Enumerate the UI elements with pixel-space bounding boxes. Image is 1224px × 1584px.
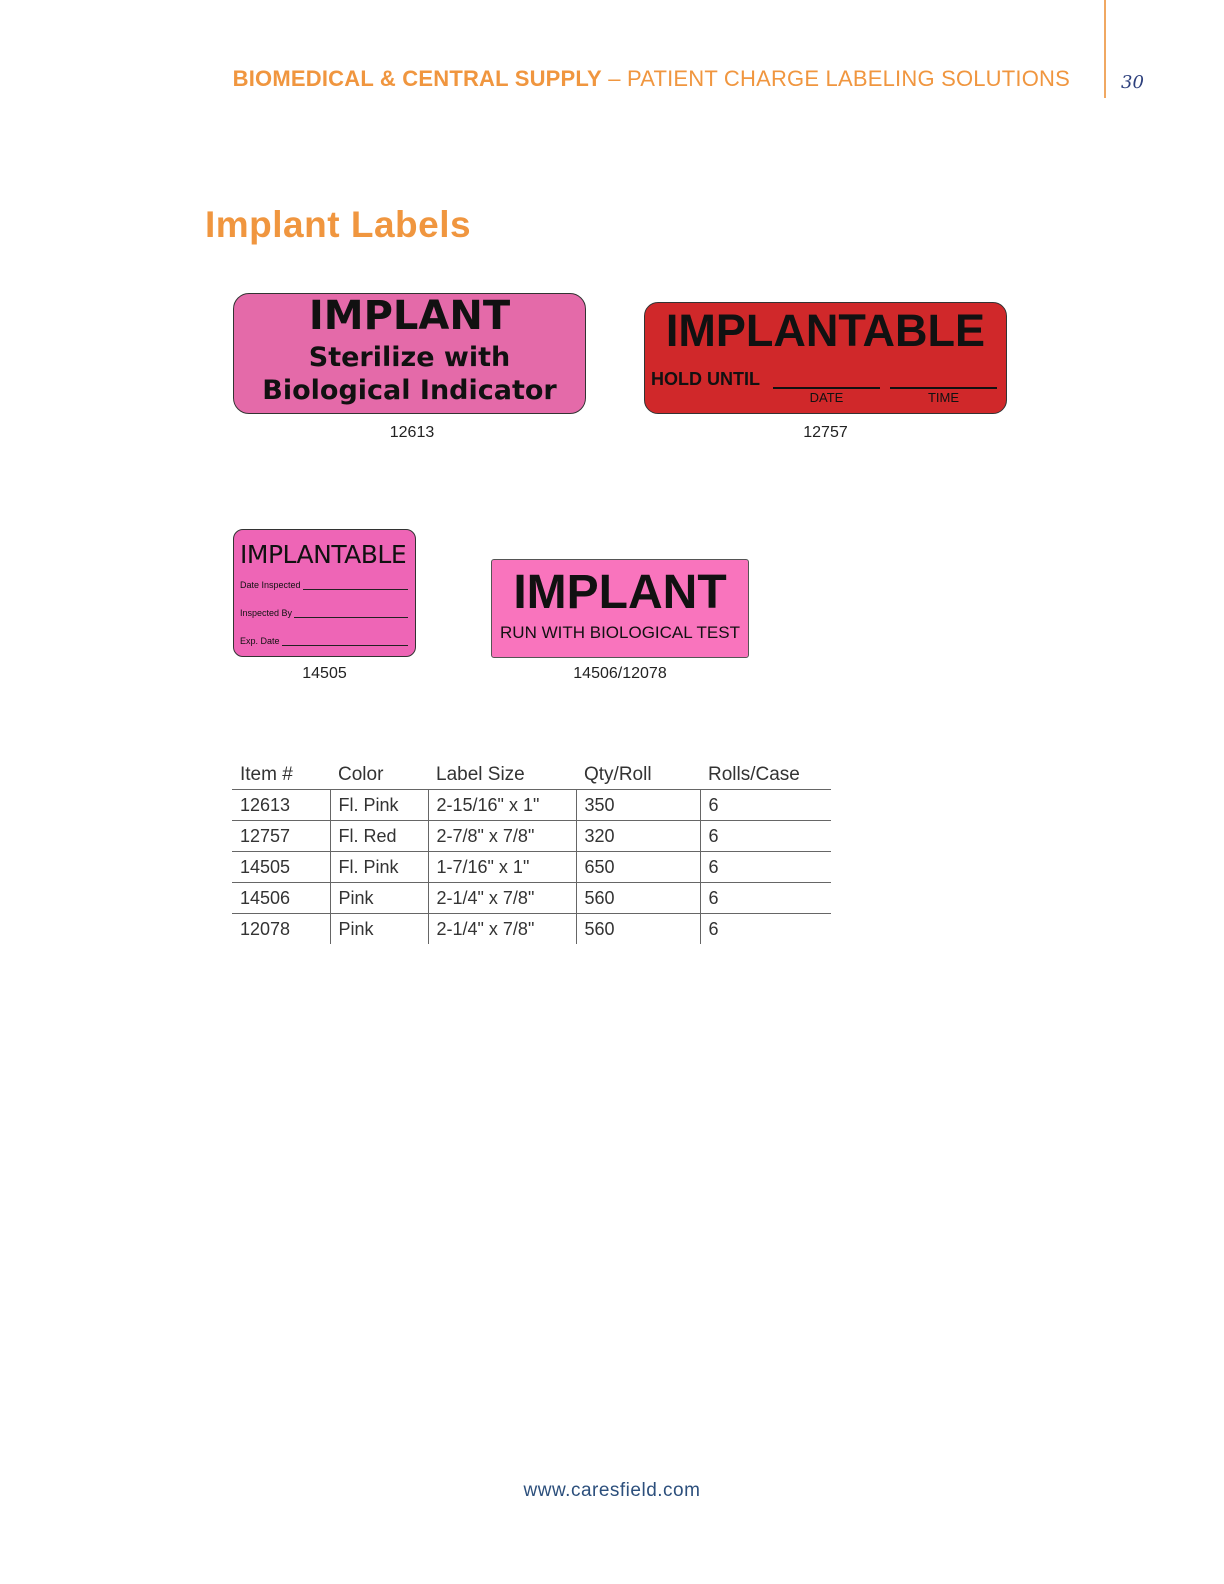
label-14505-row-text: Exp. Date — [240, 636, 280, 646]
table-cell: 6 — [700, 883, 831, 914]
label-14505-image — [233, 529, 416, 657]
table-cell: 1-7/16" x 1" — [428, 852, 576, 883]
table-cell: 14505 — [232, 852, 330, 883]
label-12613-image — [233, 293, 586, 414]
label-12757-date-line — [773, 387, 880, 389]
label-12757-time-caption: TIME — [927, 390, 960, 405]
table-cell: 350 — [576, 790, 700, 821]
fill-in-line — [303, 580, 408, 590]
table-cell: Fl. Pink — [330, 852, 428, 883]
label-12757-line2: HOLD UNTIL — [651, 369, 760, 389]
col-header-label-size: Label Size — [428, 762, 576, 790]
label-14506-caption: 14506/12078 — [573, 665, 667, 682]
label-12613-line3: Biological Indicator — [262, 375, 557, 406]
header-section-name: BIOMEDICAL & CENTRAL SUPPLY — [232, 66, 602, 91]
header-divider — [1104, 0, 1106, 98]
fill-in-line — [282, 636, 408, 646]
label-14505-line1: IMPLANTABLE — [240, 540, 407, 569]
col-header-rolls-case: Rolls/Case — [700, 762, 831, 790]
table-cell: 2-15/16" x 1" — [428, 790, 576, 821]
table-cell: 6 — [700, 852, 831, 883]
table-cell: 560 — [576, 883, 700, 914]
table-cell: 6 — [700, 790, 831, 821]
page-number: 30 — [1121, 72, 1144, 93]
table-cell: Pink — [330, 883, 428, 914]
label-14505-caption: 14505 — [302, 665, 347, 682]
label-12757-line1: IMPLANTABLE — [665, 305, 986, 356]
label-14506-line1: IMPLANT — [513, 566, 727, 619]
table-cell: Pink — [330, 914, 428, 945]
table-cell: 560 — [576, 914, 700, 945]
label-12757-time-line — [890, 387, 997, 389]
table-cell: 650 — [576, 852, 700, 883]
label-12613-line2: Sterilize with — [308, 342, 511, 373]
table-row — [232, 883, 831, 914]
table-cell: 2-1/4" x 7/8" — [428, 883, 576, 914]
table-row — [232, 790, 831, 821]
table-cell: 14506 — [232, 883, 330, 914]
label-12757-image — [644, 302, 1007, 414]
running-header — [233, 66, 1070, 92]
table-row — [232, 821, 831, 852]
label-12757-caption: 12757 — [803, 424, 848, 441]
label-12757-date-caption: DATE — [809, 390, 844, 405]
label-12613-line1: IMPLANT — [308, 293, 511, 339]
table-cell: 320 — [576, 821, 700, 852]
label-12613-caption: 12613 — [389, 424, 435, 441]
label-14505-row-text: Inspected By — [240, 608, 293, 618]
table-header-row — [232, 762, 831, 790]
label-14505-row — [240, 608, 408, 618]
label-14505-row — [240, 580, 408, 590]
col-header-qty-roll: Qty/Roll — [576, 762, 700, 790]
label-14506-line2: RUN WITH BIOLOGICAL TEST — [500, 623, 740, 642]
footer-website-link[interactable]: www.caresfield.com — [523, 1480, 701, 1501]
table-cell: 12613 — [232, 790, 330, 821]
table-cell: 12078 — [240, 918, 291, 939]
table-row — [232, 852, 831, 883]
page-title: Implant Labels — [205, 204, 472, 245]
table-cell: 6 — [700, 914, 831, 945]
col-header-color: Color — [330, 762, 428, 790]
table-cell: 12757 — [232, 821, 330, 852]
table-cell: Fl. Pink — [330, 790, 428, 821]
label-14505-row — [240, 636, 408, 646]
header-subtitle: – PATIENT CHARGE LABELING SOLUTIONS — [601, 66, 1070, 91]
table-row — [232, 914, 831, 945]
label-14505-row-text: Date Inspected — [240, 580, 301, 590]
label-14506-image — [491, 559, 749, 658]
spec-table — [232, 762, 831, 944]
table-cell: Fl. Red — [330, 821, 428, 852]
table-cell: 2-7/8" x 7/8" — [428, 821, 576, 852]
fill-in-line — [294, 608, 408, 618]
col-header-item: Item # — [232, 762, 330, 790]
table-cell: 6 — [700, 821, 831, 852]
table-cell: 2-1/4" x 7/8" — [428, 914, 576, 945]
